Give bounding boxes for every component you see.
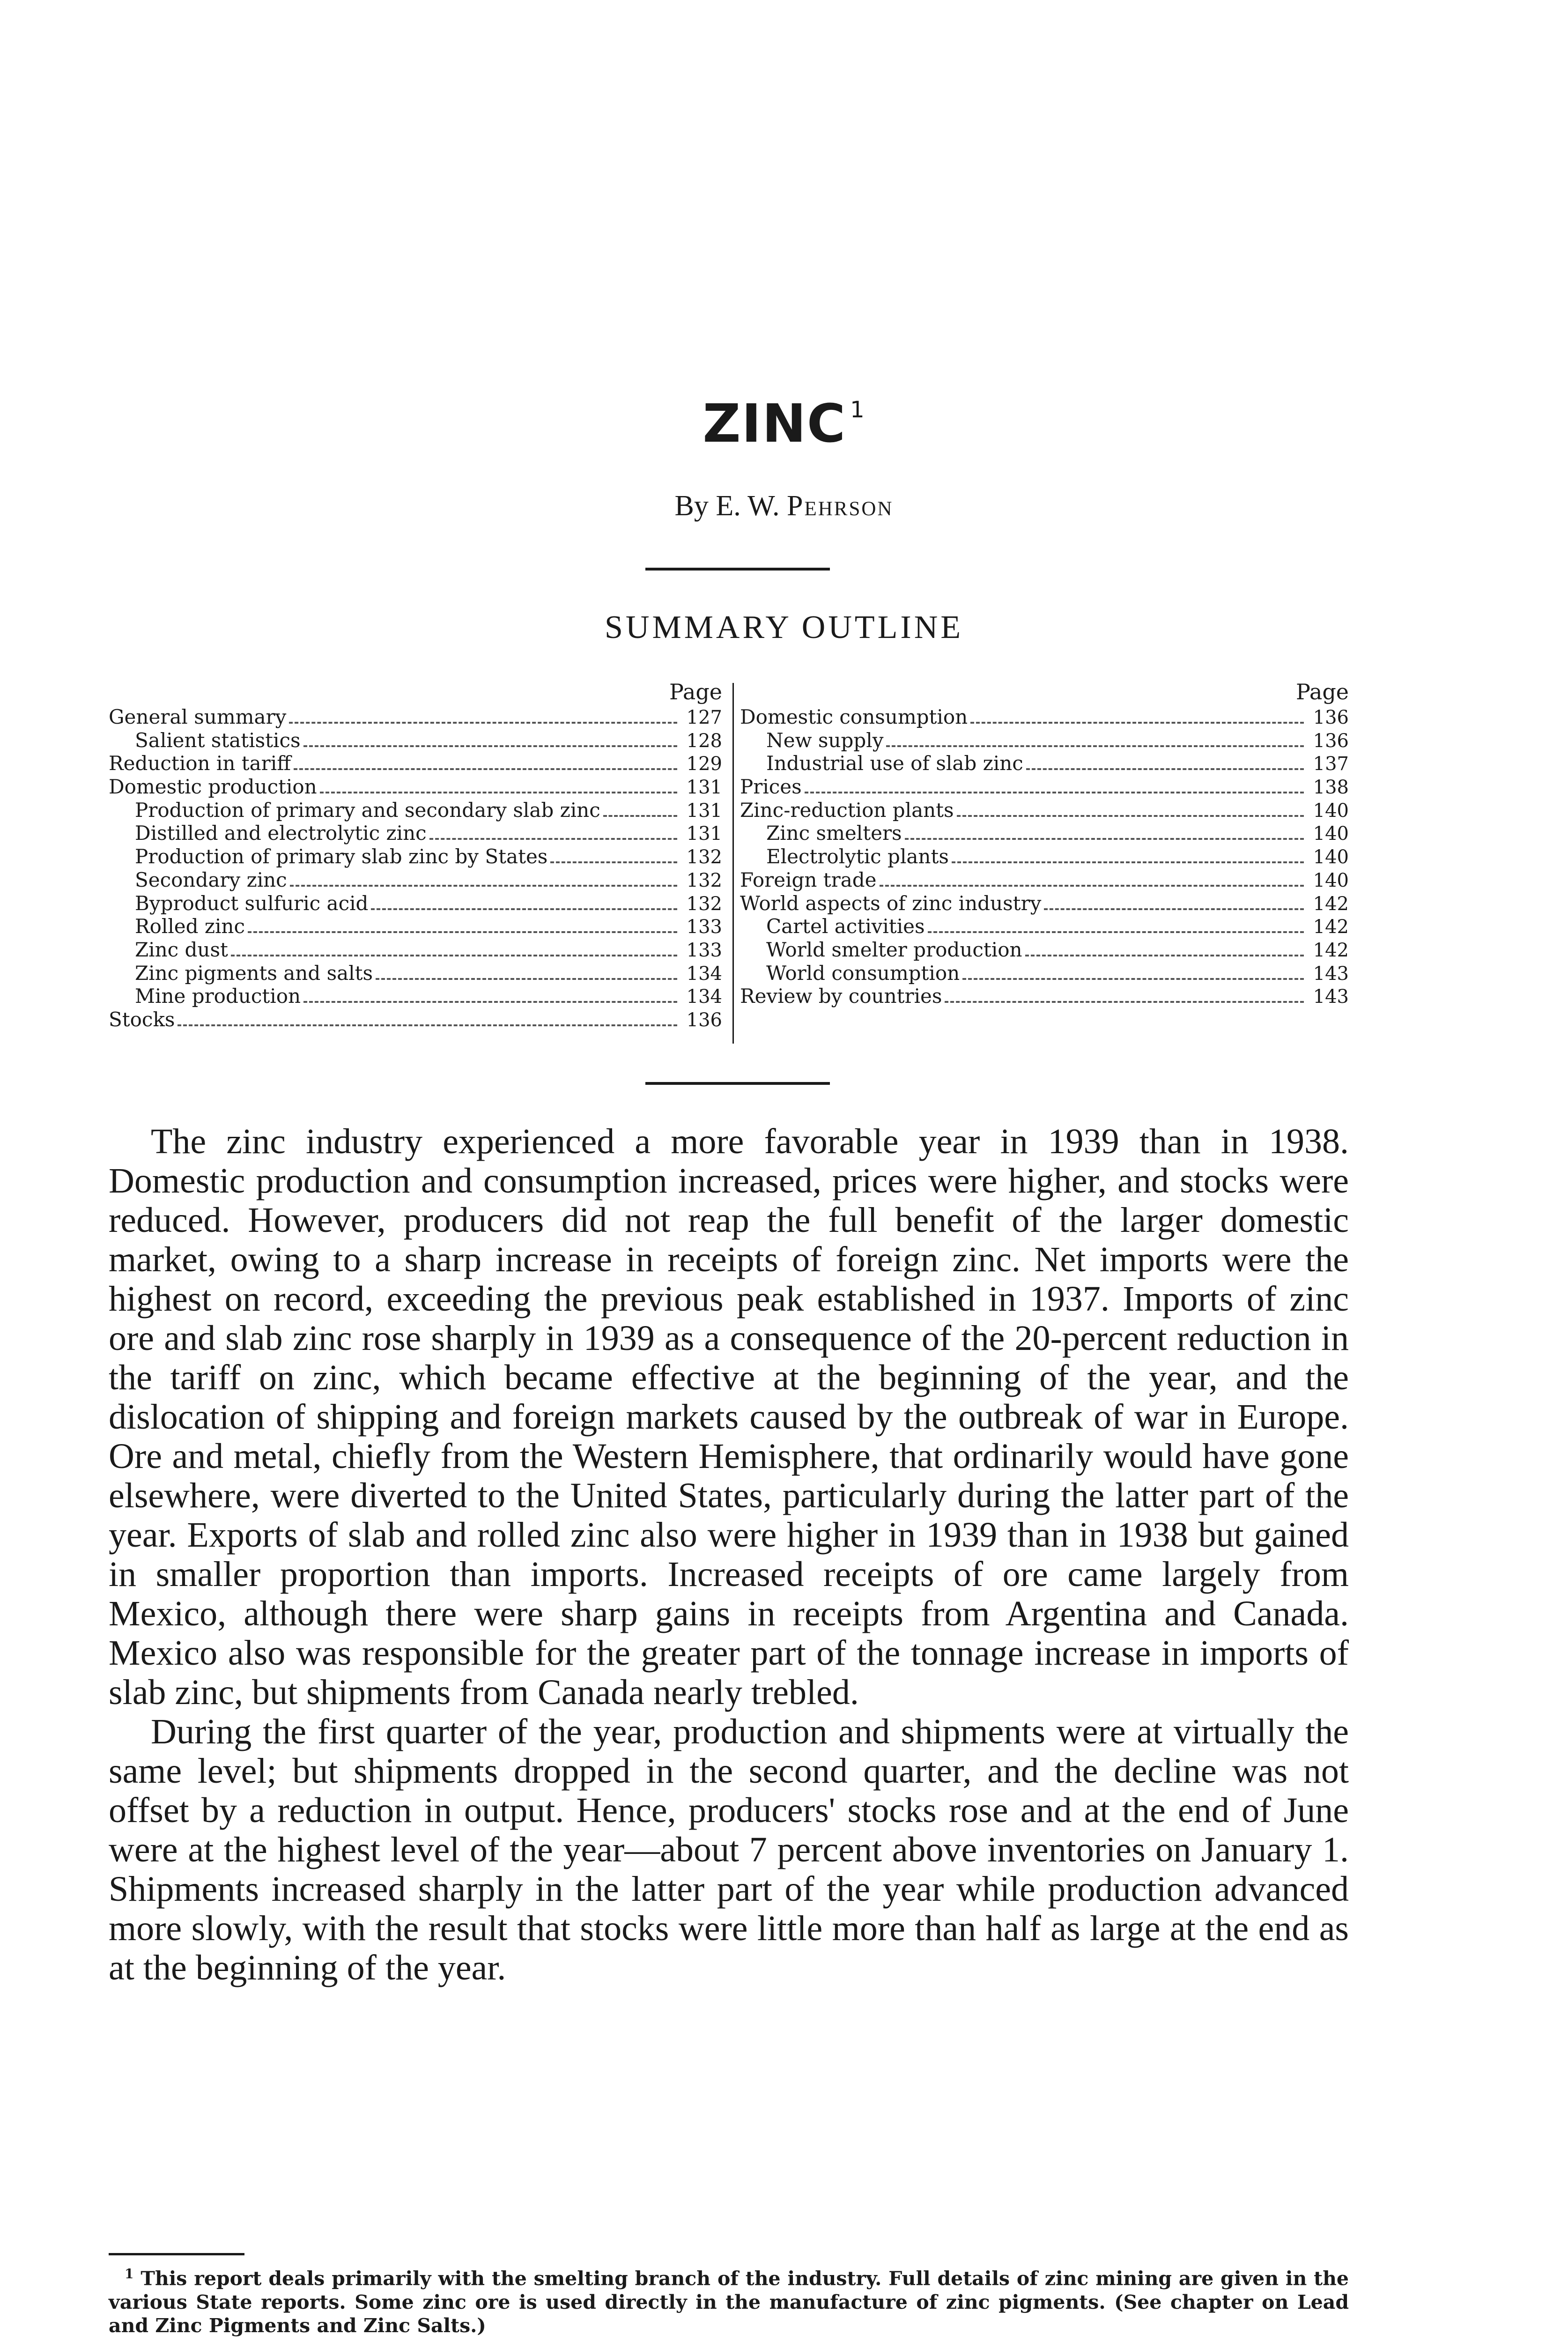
body-paragraph: During the first quarter of the year, production and shipments were at virtually the same level; but shipments dropped in the second quarter, and the decline was not offset by a reduction in output. Hence, producers' stocks rose and at the end of June were at the highest level of the year—about 7 percent above inventories on January 1. Shipments increased sharply in the latter part of the year while production advanced more slowly, with the result that stocks were little more than half as large at the end as at the beginning of the year. [109, 1712, 1349, 1987]
outline-entry-page: 137 [1313, 753, 1349, 775]
outline-entry [109, 915, 722, 938]
outline-page-header: Page [669, 679, 722, 704]
dot-leader [550, 861, 677, 863]
outline-entry [740, 799, 1349, 822]
dot-leader [320, 791, 677, 793]
dot-leader [970, 721, 1304, 724]
outline-entry [740, 915, 1349, 938]
outline-entry [109, 962, 722, 985]
dot-leader [248, 931, 677, 933]
dot-leader [603, 815, 677, 817]
outline-entry-page: 136 [1313, 730, 1349, 752]
outline-page-header: Page [1296, 679, 1349, 704]
outline-entry [740, 775, 1349, 799]
outline-entry [109, 892, 722, 915]
outline-entry-page: 128 [686, 730, 722, 752]
footnote-rule [109, 2253, 244, 2255]
outline-entry-label: Zinc smelters [766, 822, 902, 845]
dot-leader [376, 978, 677, 980]
outline-entry-label: Electrolytic plants [766, 845, 949, 868]
outline-column-divider [732, 683, 734, 1044]
outline-entry-page: 136 [686, 1009, 722, 1031]
outline-entry-label: Production of primary slab zinc by States [135, 845, 548, 868]
outline-entry [740, 892, 1349, 915]
outline-left-column [109, 678, 722, 1031]
outline-entry-page: 136 [1313, 707, 1349, 728]
outline-entry-page: 127 [686, 707, 722, 728]
outline-entry-label: Domestic consumption [740, 705, 968, 728]
dot-leader [945, 1001, 1304, 1003]
outline-entry-page: 133 [686, 916, 722, 938]
outline-entry-label: Cartel activities [766, 915, 925, 938]
outline-entry-label: Secondary zinc [135, 868, 287, 891]
outline-entry [109, 1008, 722, 1031]
author-surname: Pehrson [786, 490, 894, 522]
dot-leader [303, 1001, 677, 1003]
outline-entry-page: 131 [686, 800, 722, 822]
dot-leader [289, 721, 677, 724]
outline-entry-page: 132 [686, 869, 722, 891]
outline-entry-page: 140 [1313, 846, 1349, 868]
outline-entry [740, 985, 1349, 1008]
outline-entry-label: Zinc-reduction plants [740, 798, 954, 822]
outline-entry [740, 705, 1349, 729]
outline-entry-page: 143 [1313, 986, 1349, 1008]
dot-leader [952, 861, 1304, 863]
outline-entry-label: New supply [766, 728, 884, 752]
dot-leader [303, 745, 677, 747]
outline-entry-label: Zinc dust [135, 938, 228, 961]
dot-leader [880, 884, 1304, 887]
summary-outline-heading: SUMMARY OUTLINE [604, 609, 964, 645]
dot-leader [231, 954, 677, 956]
title-rule [645, 568, 830, 571]
outline-entry [109, 845, 722, 868]
dot-leader [962, 978, 1304, 980]
outline-entry-page: 131 [686, 777, 722, 799]
outline-entry [109, 985, 722, 1008]
outline-entry [109, 799, 722, 822]
outline-entry [109, 822, 722, 845]
outline-entry-page: 131 [686, 823, 722, 845]
outline-entry-page: 143 [1313, 963, 1349, 985]
outline-entry-label: Prices [740, 775, 802, 799]
dot-leader [886, 745, 1304, 747]
outline-entry [740, 822, 1349, 845]
dot-leader [371, 908, 677, 910]
outline-entry-page: 134 [686, 963, 722, 985]
outline-entry [740, 962, 1349, 985]
outline-entry-page: 138 [1313, 777, 1349, 799]
outline-entry-page: 142 [1313, 893, 1349, 915]
dot-leader [290, 884, 677, 887]
outline-entry-label: Review by countries [740, 985, 942, 1008]
dot-leader [957, 815, 1304, 817]
outline-entry-label: Zinc pigments and salts [135, 961, 373, 985]
outline-entry-page: 142 [1313, 939, 1349, 961]
dot-leader [1044, 908, 1304, 910]
outline-entry [109, 705, 722, 729]
outline-end-rule [645, 1082, 830, 1085]
outline-entry-page: 140 [1313, 800, 1349, 822]
outline-entry [740, 845, 1349, 868]
outline-entry-page: 132 [686, 893, 722, 915]
outline-entry-label: Production of primary and secondary slab zinc [135, 798, 600, 822]
author-initials: E. W. [716, 490, 780, 522]
outline-entry [740, 752, 1349, 775]
outline-entry-page: 134 [686, 986, 722, 1008]
title-text: ZINC [703, 393, 847, 454]
outline-entry-label: Reduction in tariff [109, 752, 291, 775]
outline-entry-page: 129 [686, 753, 722, 775]
article-body [109, 1122, 1349, 1987]
outline-entry-label: Salient statistics [135, 728, 301, 752]
outline-entry-page: 132 [686, 846, 722, 868]
outline-entry-label: Domestic production [109, 775, 317, 799]
dot-leader [178, 1024, 677, 1026]
outline-entry [109, 868, 722, 892]
dot-leader [294, 768, 677, 770]
outline-entry-label: Distilled and electrolytic zinc [135, 822, 427, 845]
outline-entry-label: World consumption [766, 961, 960, 985]
page-title [0, 393, 1568, 454]
outline-entry [109, 752, 722, 775]
outline-entry-label: Stocks [109, 1008, 175, 1031]
title-footnote-ref: 1 [850, 397, 865, 423]
outline-entry-label: Industrial use of slab zinc [766, 752, 1023, 775]
author-byline [0, 489, 1568, 523]
outline-entry-label: Foreign trade [740, 868, 877, 891]
outline-entry [740, 938, 1349, 962]
dot-leader [1025, 954, 1304, 956]
outline-entry-label: General summary [109, 705, 287, 728]
outline-entry-label: Byproduct sulfuric acid [135, 891, 369, 915]
outline-entry-page: 142 [1313, 916, 1349, 938]
outline-entry [740, 729, 1349, 752]
byline-prefix: By [674, 490, 709, 522]
dot-leader [805, 791, 1304, 793]
outline-entry [109, 775, 722, 799]
outline-entry [740, 868, 1349, 892]
dot-leader [928, 931, 1304, 933]
dot-leader [1026, 768, 1304, 770]
outline-entry-label: Mine production [135, 985, 301, 1008]
footnote-marker: 1 [125, 2266, 134, 2282]
dot-leader [429, 837, 677, 840]
outline-entry-label: World smelter production [766, 938, 1022, 961]
footnote [109, 2262, 1349, 2337]
outline-entry-page: 140 [1313, 823, 1349, 845]
outline-right-column [740, 678, 1349, 1008]
outline-entry-page: 140 [1313, 869, 1349, 891]
outline-entry [109, 938, 722, 962]
body-paragraph: The zinc industry experienced a more favorable year in 1939 than in 1938. Domestic production and consumption increased, prices were higher, and stocks were reduced. However, producers did not reap the full benefit of the larger domestic market, owing to a sharp increase in receipts of foreign zinc. Net imports were the highest on record, exceeding the previous peak established in 1937. Imports of zinc ore and slab zinc rose sharply in 1939 as a consequence of the 20-percent reduction in the tariff on zinc, which became effective at the beginning of the year, and the dislocation of shipping and foreign markets caused by the outbreak of war in Europe. Ore and metal, chiefly from the Western Hemisphere, that ordinarily would have gone elsewhere, were diverted to the United States, particularly during the latter part of the year. Exports of slab and rolled zinc also were higher in 1939 than in 1938 but gained in smaller proportion than imports. Increased receipts of ore came largely from Mexico, although there were sharp gains in receipts from Argentina and Canada. Mexico also was responsible for the greater part of the tonnage increase in imports of slab zinc, but shipments from Canada nearly trebled. [109, 1122, 1349, 1712]
dot-leader [905, 837, 1304, 840]
footnote-text: This report deals primarily with the smelting branch of the industry. Full details of zinc mining are given in the various State reports. Some zinc ore is used directly in the manufacture of zinc pigments. (See chapter on Lead and Zinc Pigments and Zinc Salts.) [109, 2267, 1349, 2337]
outline-entry-label: Rolled zinc [135, 915, 245, 938]
outline-entry [109, 729, 722, 752]
outline-entry-label: World aspects of zinc industry [740, 891, 1042, 915]
outline-entry-page: 133 [686, 939, 722, 961]
